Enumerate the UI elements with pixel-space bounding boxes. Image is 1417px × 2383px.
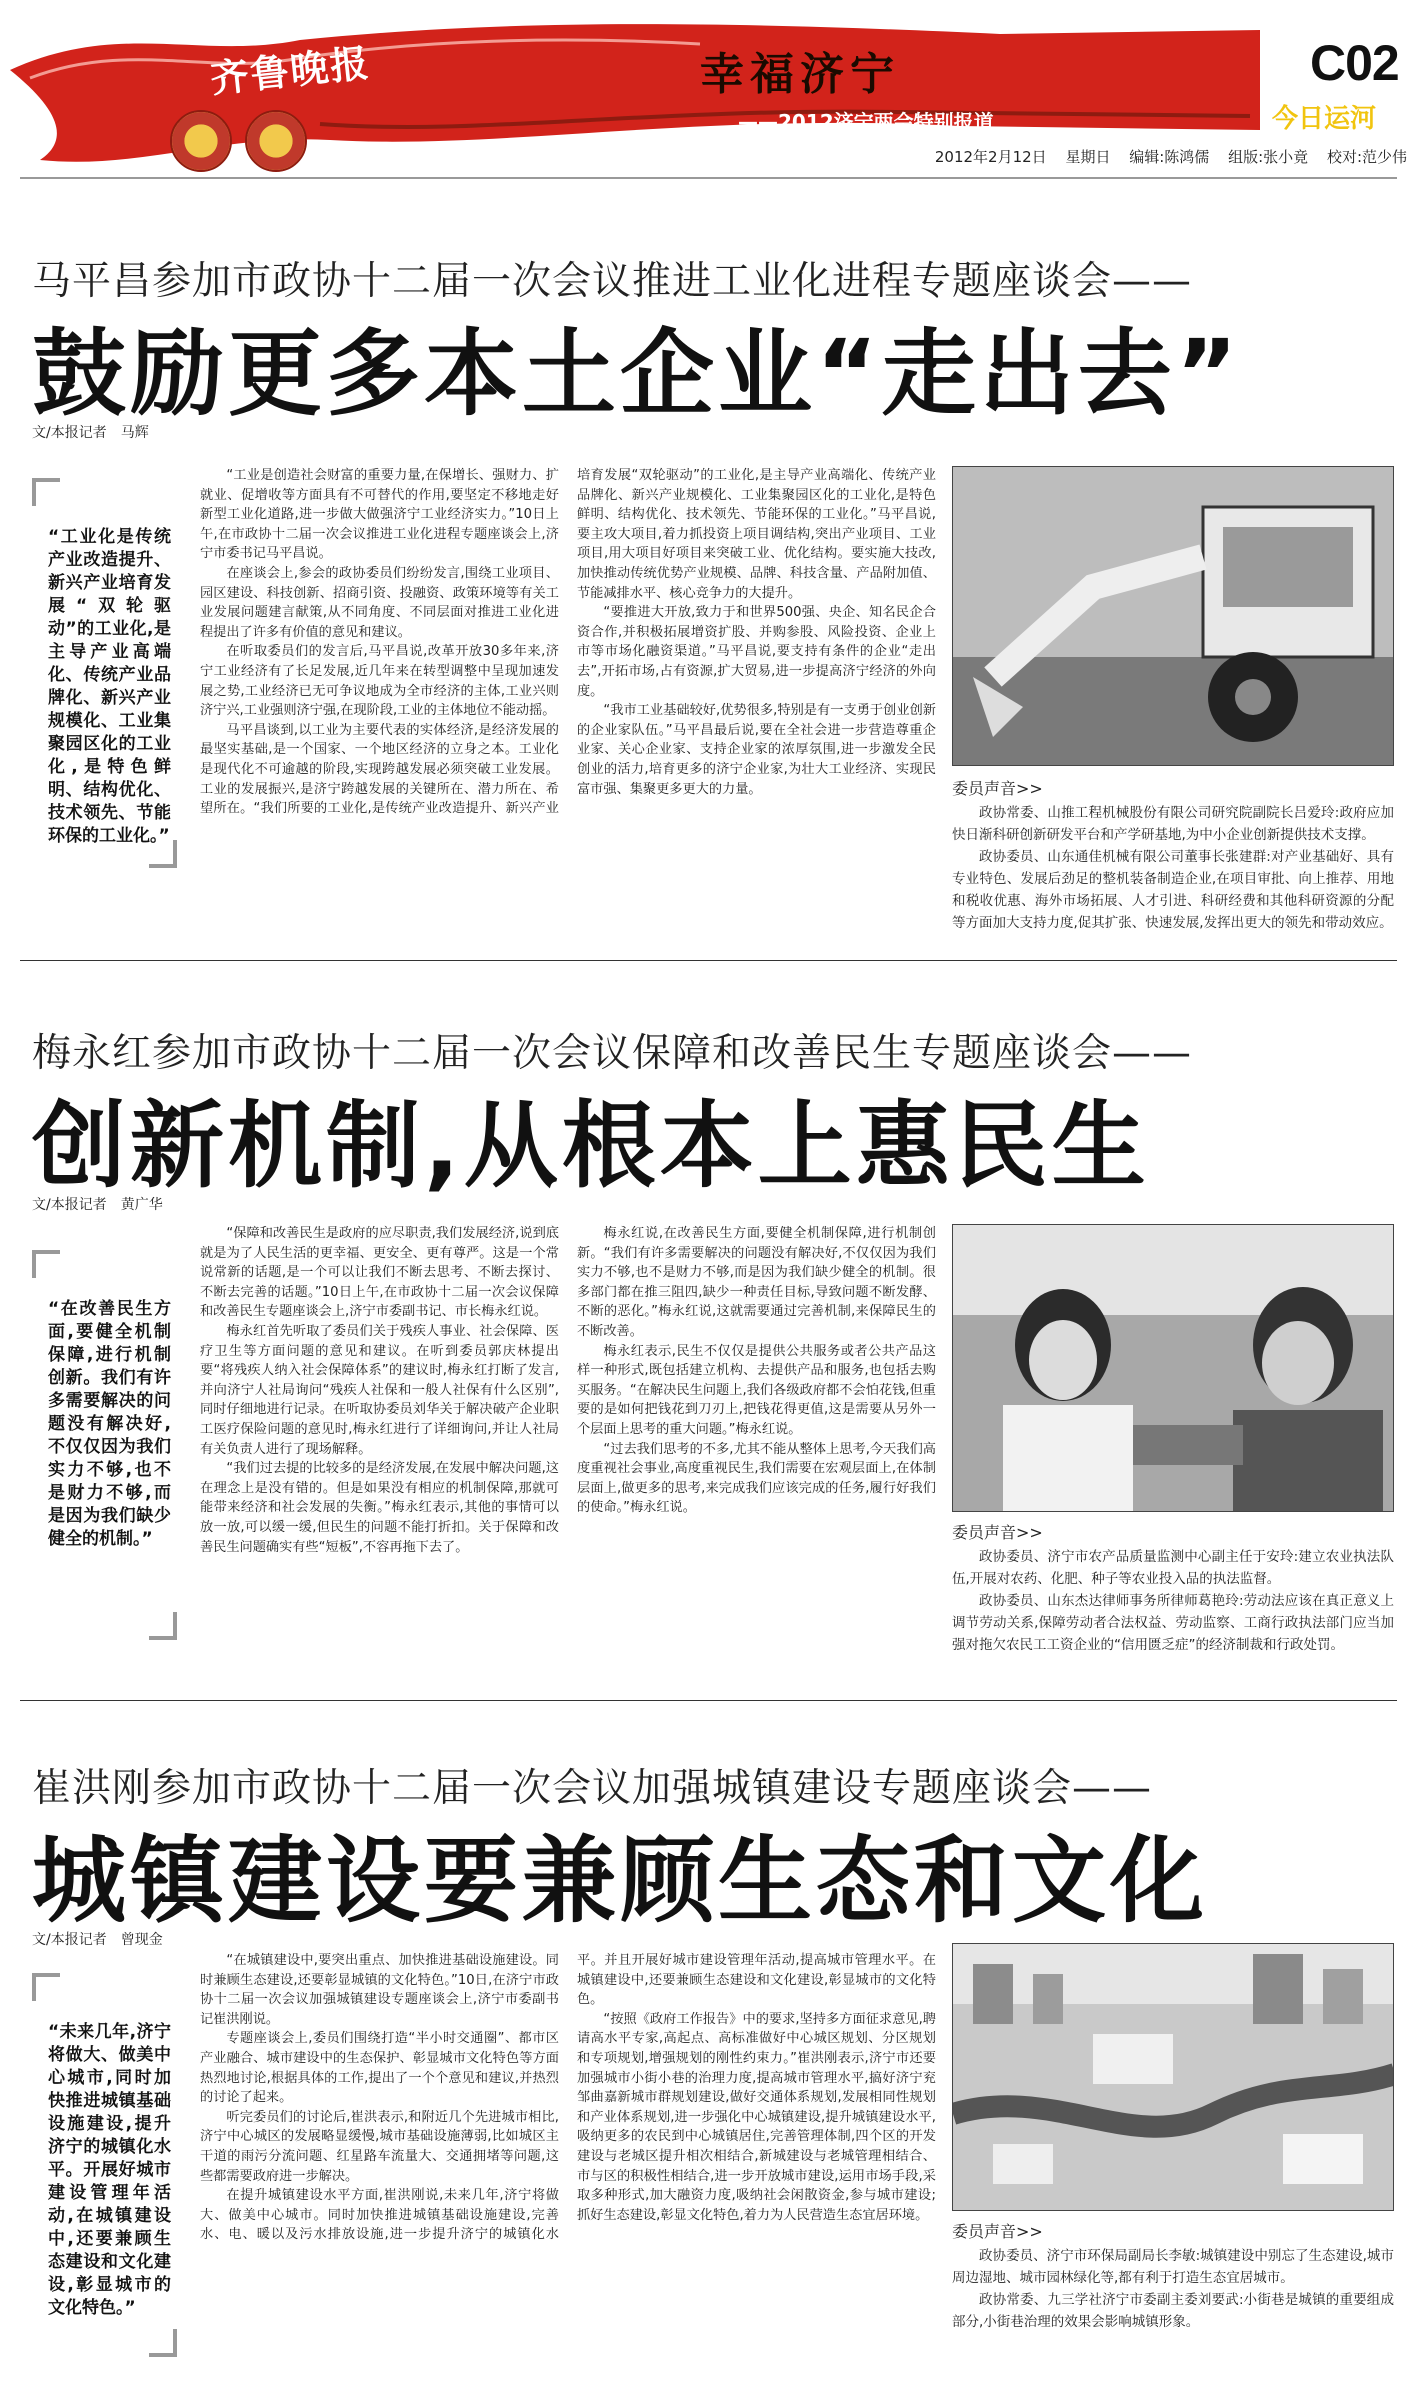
body-paragraph: 在听取委员们的发言后,马平昌说,改革开放30多年来,济宁工业经济有了长足发展,近几年来在转型调整中呈现加速发展之势,工业经济已无可争议地成为全市经济的主体,工业兴则济宁兴,工业强则济宁强,在现阶段,工业的主体地位不能动摇。 [200,644,559,719]
photo-excavator [952,466,1394,766]
proofreader-credit: 校对:范少伟 [1326,148,1407,166]
body-paragraph: “过去我们思考的不多,尤其不能从整体上思考,今天我们高度重视社会事业,高度重视民生,我们需要在宏观层面上,在体制层面上,做更多的思考,来完成我们应该完成的任务,履行好我们的使命。”梅永红说。 [577,1441,936,1516]
committee-voices [952,802,1394,934]
article-kicker: 崔洪刚参加市政协十二届一次会议加强城镇建设专题座谈会—— [32,1766,1153,1811]
body-paragraph: 在提升城镇建设水平方面,崔洪刚说,未来几年,济宁将做大、做美中心城市。同时加快推进城镇基础设施建设,完善水、电、暖以及污水排放设施,进一步提升济宁的城镇化水平。并且开展好城市建设管理年活动,提高城市管理水平。在城镇建设中,还要兼顾生态建设和文化建设,彰显城市的文化特色。 [200,1953,936,2243]
body-paragraph: “按照《政府工作报告》中的要求,坚持多方面征求意见,聘请高水平专家,高起点、高标准做好中心城区规划、分区规划和专项规划,增强规划的刚性约束力。”崔洪刚表示,济宁市还要加强城市小街小巷的治理力度,提高城市管理水平,搞好济宁兖邹曲嘉新城市群规划建设,做好交通体系规划,发展相同性规划和产业体系规划,进一步强化中心城镇建设,提升城镇建设水平,吸纳更多的农民到中心城镇居住,完善管理体制,四个区的开发建设与老城区提升相次相结合,新城建设与老城管理相结合、市与区的积极性相结合,进一步开放城市建设,运用市场手段,采取多种形式,加大融资力度,吸纳社会闲散资金,参与城市建设;抓好生态建设,彰显文化特色,着力为人民营造生态宜居环境。 [577,2011,936,2223]
committee-voices [952,2245,1394,2333]
body-paragraph: “我市工业基础较好,优势很多,特别是有一支勇于创业创新的企业家队伍。”马平昌最后说,要在全社会进一步营造尊重企业家、关心企业家、支持企业家的浓厚氛围,进一步激发全民创业的活力,培育更多的济宁企业家,为壮大工业经济、实现民富市强、集聚更多更大的力量。 [577,703,936,797]
article-body [200,1224,936,1684]
pull-quote [32,1973,177,2357]
article-industrialization [0,230,1417,960]
quote-bracket-icon [32,478,60,506]
article-headline: 创新机制,从根本上惠民生 [32,1092,1150,1201]
designer-credit: 组版:张小竟 [1228,148,1309,166]
article-byline: 文/本报记者 黄广华 [32,1197,163,1213]
article-body [200,1951,936,2375]
city-aerial-image [953,1944,1394,2211]
article-livelihood [0,1002,1417,1686]
issue-weekday: 星期日 [1065,148,1111,166]
pull-quote-text: “未来几年,济宁将做大、做美中心城市,同时加快推进城镇基础设施建设,提升济宁的城镇化水平。开展好城市建设管理年活动,在城镇建设中,还要兼顾生态建设和文化建设,彰显城市的文化特色。” [48,2022,171,2318]
section-divider [20,1700,1397,1701]
body-paragraph: 梅永红首先听取了委员们关于残疾人事业、社会保障、医疗卫生等方面问题的意见和建议。在听到委员郭庆林提出要“将残疾人纳入社会保障体系”的建议时,梅永红打断了发言,并向济宁人社局询问“残疾人社保和一般人社保有什么区别”,同时仔细地进行记录。在听取协委员刘华关于解决破产企业职工医疗保险问题的意见时,梅永红进行了详细询问,并让人社局有关负责人进行了现场解释。 [200,1323,559,1457]
body-paragraph: 梅永红表示,民生不仅仅是提供公共服务或者公共产品这样一种形式,既包括建立机构、去提供产品和服务,也包括去购买服务。“在解决民生问题上,我们各级政府都不会怕花钱,但重要的是如何把钱花到刀刃上,把钱花得更值,这是需要从另外一个层面上思考的重大问题。”梅永红说。 [577,1343,936,1437]
special-report-subtitle: ——2012济宁两会特别报道 [738,110,994,134]
medical-check-image [953,1225,1394,1512]
article-urban-construction [0,1737,1417,2383]
body-paragraph: “保障和改善民生是政府的应尽职责,我们发展经济,说到底就是为了人民生活的更幸福、更安全、更有尊严。这是一个常说常新的话题,是一个可以让我们不断去思考、不断去探讨、不断去完善的话题。”10日上午,在市政协十二届一次会议保障和改善民生专题座谈会上,济宁市委副书记、市长梅永红说。 [200,1226,559,1320]
special-report-title: 幸福济宁 [700,49,900,100]
cppcc-emblem-icon [245,110,307,172]
pull-quote [32,1250,177,1640]
article-byline: 文/本报记者 曾现金 [32,1932,163,1948]
voice-item: 政协委员、山东通佳机械有限公司董事长张建群:对产业基础好、具有专业特色、发展后劲足的整机装备制造企业,在项目审批、向上推荐、用地和税收优惠、海外市场拓展、人才引进、科研经费和其他科研资源的分配等方面加大支持力度,促其扩张、快速发展,发挥出更大的领先和带动效应。 [952,849,1394,931]
masthead [0,0,1417,180]
body-paragraph: “我们过去提的比较多的是经济发展,在发展中解决问题,这在理念上是没有错的。但是如果没有相应的机制保障,那就可能带来经济和社会发展的失衡。”梅永红表示,其他的事情可以放一放,可以缓一缓,但民生的问题不能打折扣。关于保障和改善民生问题确实有些“短板”,不容再拖下去了。 [200,1461,559,1555]
pull-quote [32,478,177,868]
voices-title: 委员声音>> [952,2222,1043,2241]
article-kicker: 马平昌参加市政协十二届一次会议推进工业化进程专题座谈会—— [32,259,1193,304]
quote-bracket-icon [32,1973,60,2001]
body-paragraph: 马平昌谈到,以工业为主要代表的实体经济,是经济发展的最坚实基础,是一个国家、一个地区经济的立身之本。工业化是现代化不可逾越的阶段,实现跨越发展必须突破工业发展。工业的发展振兴,是济宁跨越发展的关键所在、潜力所在、希望所在。“我们所要的工业化,是传统产业改造提升、新兴产业培育发展“双轮驱动”的工业化,是主导产业高端化、传统产业品牌化、新兴产业规模化、工业集聚园区化的工业化,是特色鲜明、结构优化、技术领先、节能环保的工业化。”马平昌说,要主攻大项目,着力抓投资上项目调结构,突出产业项目、工业项目,用大项目好项目来突破工业、优化结构。要实施大技改,加快推动传统优势产业规模、品牌、科技含量、产品附加值、节能减排水平、核心竞争力的大提升。 [200,468,936,817]
newspaper-logo: 齐鲁晚报 [208,39,373,102]
voice-item: 政协委员、山东杰达律师事务所律师葛艳玲:劳动法应该在真正意义上调节劳动关系,保障劳动者合法权益、劳动监察、工商行政执法部门应当加强对拖欠农民工工资企业的“信用匮乏症”的经济制裁和行政处罚。 [952,1593,1394,1653]
quote-bracket-icon [32,1250,60,1278]
voices-title: 委员声音>> [952,1523,1043,1542]
quote-bracket-icon [149,2329,177,2357]
pull-quote-text: “工业化是传统产业改造提升、新兴产业培育发展“双轮驱动”的工业化,是主导产业高端化、传统产业品牌化、新兴产业规模化、工业集聚园区化的工业化,是特色鲜明、结构优化、技术领先、节能环保的工业化。” [48,527,171,846]
voices-title: 委员声音>> [952,779,1043,798]
body-paragraph: “在城镇建设中,要突出重点、加快推进基础设施建设。同时兼顾生态建设,还要彰显城镇的文化特色。”10日,在济宁市政协十二届一次会议加强城镇建设专题座谈会上,济宁市委副书记崔洪刚说。 [200,1953,559,2027]
body-paragraph: “工业是创造社会财富的重要力量,在保增长、强财力、扩就业、促增收等方面具有不可替代的作用,要坚定不移地走好新型工业化道路,进一步做大做强济宁工业经济实力。”10日上午,在市政协十二届一次会议推进工业化进程专题座谈会上,济宁市委书记马平昌说。 [200,468,559,562]
page-number: C02 [1310,35,1399,91]
photo-city-aerial [952,1943,1394,2211]
body-paragraph: 专题座谈会上,委员们围绕打造“半小时交通圈”、都市区产业融合、城市建设中的生态保护、彰显城市文化特色等方面热烈地讨论,根据具体的工作,提出了一个个意见和建议,并热烈的讨论了起来。 [200,2031,559,2106]
quote-bracket-icon [149,840,177,868]
quote-bracket-icon [149,1612,177,1640]
voice-item: 政协委员、济宁市农产品质量监测中心副主任于安玲:建立农业执法队伍,开展对农药、化肥、种子等农业投入品的执法监督。 [952,1549,1394,1587]
dateline [921,146,1407,167]
voice-item: 政协常委、九三学社济宁市委副主委刘要武:小街巷是城镇的重要组成部分,小街巷治理的效果会影响城镇形象。 [952,2292,1394,2330]
voice-item: 政协委员、济宁市环保局副局长李敏:城镇建设中别忘了生态建设,城市周边湿地、城市园林绿化等,都有利于打造生态宜居城市。 [952,2248,1394,2286]
body-paragraph: 梅永红说,在改善民生方面,要健全机制保障,进行机制创新。“我们有许多需要解决的问题没有解决好,不仅仅因为我们实力不够,也不是财力不够,而是因为我们缺少健全的机制。很多部门都在推三阻四,缺少一种责任目标,导致问题不断发酵、不断的恶化。”梅永红说,这就需要通过完善机制,来保障民生的不断改善。 [577,1226,936,1339]
body-paragraph: 听完委员们的讨论后,崔洪表示,和附近几个先进城市相比,济宁中心城区的发展略显缓慢,城市基础设施薄弱,比如城区主干道的雨污分流问题、红星路车流量大、交通拥堵等问题,这些都需要政府进一步解决。 [200,2109,559,2184]
photo-medical-check [952,1224,1394,1512]
body-paragraph: “要推进大开放,致力于和世界500强、央企、知名民企合资合作,并积极拓展增资扩股、并购参股、风险投资、企业上市等市场化融资渠道。”马平昌说,要支持有条件的企业“走出去”,开拓市场,占有资源,扩大贸易,进一步提高济宁经济的外向度。 [577,605,936,699]
issue-date: 2012年2月12日 [934,148,1047,166]
excavator-image [953,467,1394,766]
voice-item: 政协常委、山推工程机械股份有限公司研究院副院长吕爱玲:政府应加快日渐科研创新研发平台和产学研基地,为中小企业创新提供技术支撑。 [952,805,1394,843]
national-emblem-icon [170,110,232,172]
committee-voices [952,1546,1394,1656]
body-paragraph: 在座谈会上,参会的政协委员们纷纷发言,围绕工业项目、园区建设、科技创新、招商引资、投融资、政策环境等有关工业发展问题建言献策,从不同角度、不同层面对推进工业化进程提出了许多有价值的意见和建议。 [200,565,559,640]
article-kicker: 梅永红参加市政协十二届一次会议保障和改善民生专题座谈会—— [32,1031,1193,1076]
editor-credit: 编辑:陈鸿儒 [1129,148,1210,166]
article-body [200,466,936,942]
article-headline: 城镇建设要兼顾生态和文化 [32,1827,1209,1936]
article-byline: 文/本报记者 马辉 [32,425,149,441]
article-headline: 鼓励更多本土企业“走出去” [32,320,1242,429]
pull-quote-text: “在改善民生方面,要健全机制保障,进行机制创新。我们有许多需要解决的问题没有解决好,不仅仅因为我们实力不够,也不是财力不够,而是因为我们缺少健全的机制。” [48,1299,171,1549]
section-name: 今日运河 [1272,104,1377,134]
section-divider [20,960,1397,961]
